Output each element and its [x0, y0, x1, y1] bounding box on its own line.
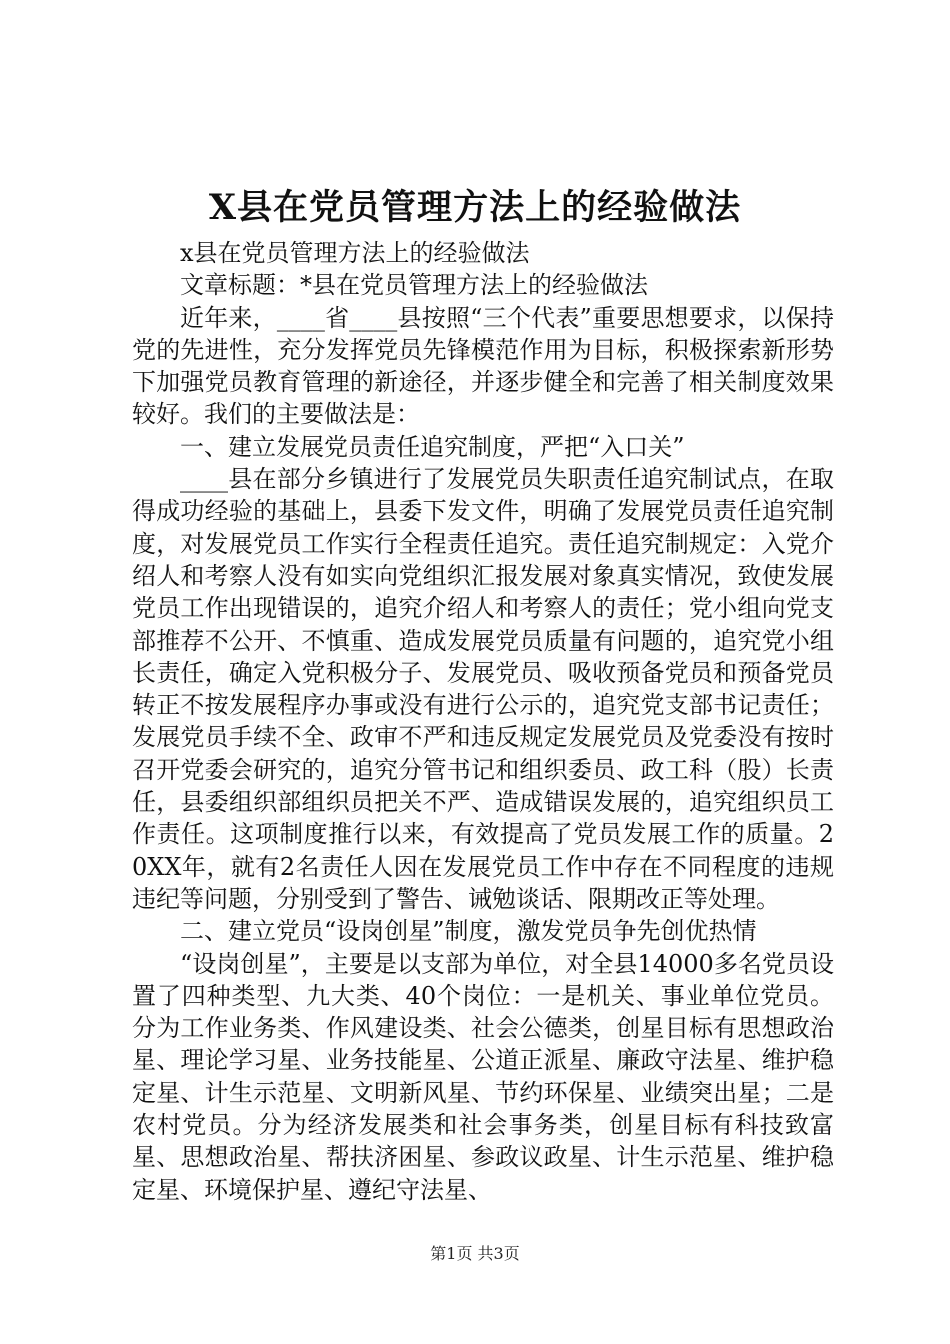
document-body [132, 237, 834, 1206]
document-title: X县在党员管理方法上的经验做法 [208, 187, 742, 228]
intro-paragraph: 近年来，____省____县按照“三个代表”重要思想要求，以保持党的先进性，充分发挥党员先锋模范作用为目标，积极探索新形势下加强党员教育管理的新途径，并逐步健全和完善了相关制度效果较好。我们的主要做法是： [132, 303, 834, 429]
page-footer: 第1页 共3页 [430, 1244, 520, 1263]
subtitle-line: x县在党员管理方法上的经验做法 [180, 239, 530, 267]
section-heading-2: 二、建立党员“设岗创星”制度，激发党员争先创优热情 [180, 917, 757, 946]
section-2-paragraph: “设岗创星”，主要是以支部为单位，对全县14000多名党员设置了四种类型、九大类、40个岗位：一是机关、事业单位党员。分为工作业务类、作风建设类、社会公德类，创星目标有思想政治星、理论学习星、业务技能星、公道正派星、廉政守法星、维护稳定星、计生示范星、文明新风星、节约环保星、业绩突出星；二是农村党员。分为经济发展类和社会事务类，创星目标有科技致富星、思想政治星、帮扶济困星、参政议政星、计生示范星、维护稳定星、环境保护星、遵纪守法星、 [132, 949, 834, 1204]
section-1-paragraph: ____县在部分乡镇进行了发展党员失职责任追究制试点，在取得成功经验的基础上，县委下发文件，明确了发展党员责任追究制度，对发展党员工作实行全程责任追究。责任追究制规定：入党介绍人和考察人没有如实向党组织汇报发展对象真实情况，致使发展党员工作出现错误的，追究介绍人和考察人的责任；党小组向党支部推荐不公开、不慎重、造成发展党员质量有问题的，追究党小组长责任，确定入党积极分子、发展党员、吸收预备党员和预备党员转正不按发展程序办事或没有进行公示的，追究党支部书记责任；发展党员手续不全、政审不严和违反规定发展党员及党委没有按时召开党委会研究的，追究分管书记和组织委员、政工科（股）长责任，县委组织部组织员把关不严、造成错误发展的，追究组织员工作责任。这项制度推行以来，有效提高了党员发展工作的质量。20XX年，就有2名责任人因在发展党员工作中存在不同程度的违规违纪等问题，分别受到了警告、诫勉谈话、限期改正等处理。 [132, 465, 834, 913]
article-title-line: 文章标题：*县在党员管理方法上的经验做法 [180, 271, 648, 300]
section-heading-1: 一、建立发展党员责任追究制度，严把“入口关” [180, 432, 685, 461]
